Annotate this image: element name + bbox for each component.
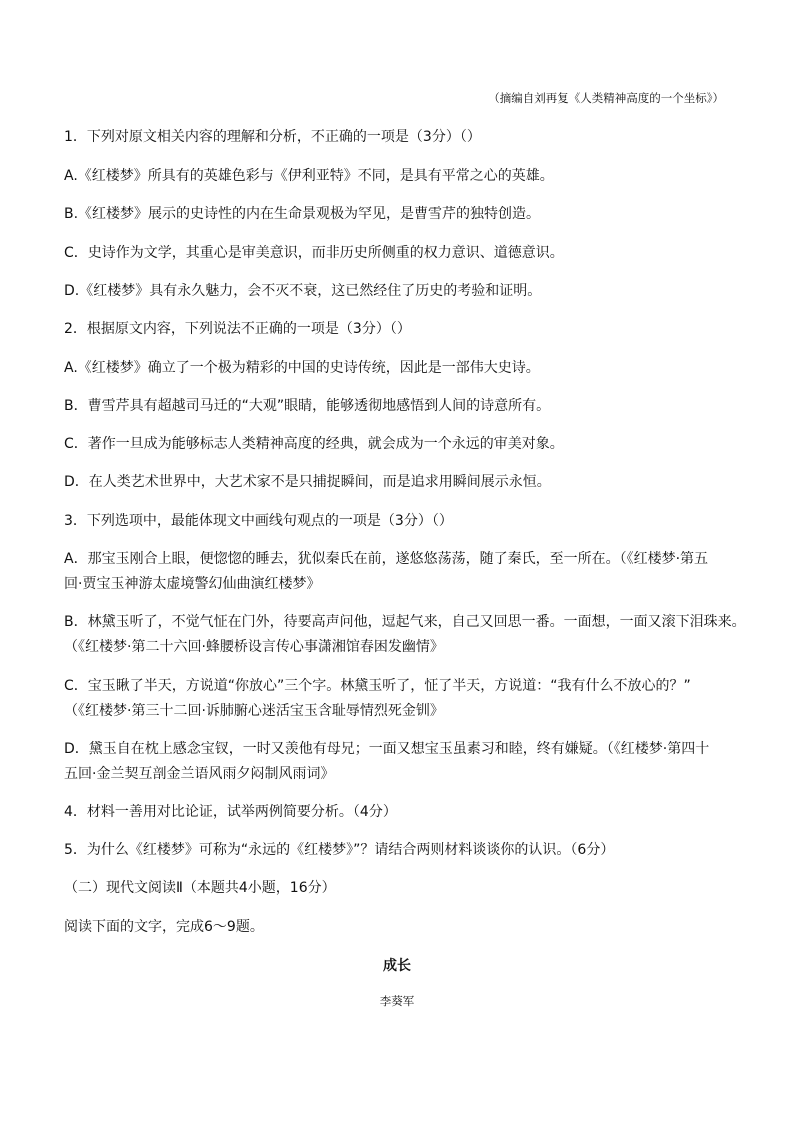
question-4: 4．材料一善用对比论证，试举两例简要分析。（4分）: [64, 804, 397, 820]
question-2-stem: 2．根据原文内容，下列说法不正确的一项是（3分）（）: [64, 321, 411, 337]
question-1-option-b: B.《红楼梦》展示的史诗性的内在生命景观极为罕见，是曹雪芹的独特创造。: [64, 206, 541, 222]
question-2-option-d: D．在人类艺术世界中，大艺术家不是只捕捉瞬间，而是追求用瞬间展示永恒。: [64, 474, 551, 490]
question-5: 5．为什么《红楼梦》可称为“永远的《红楼梦》”？请结合两则材料谈谈你的认识。（6分）: [64, 842, 615, 858]
article-title: 成长: [383, 958, 411, 974]
question-2-option-a: A.《红楼梦》确立了一个极为精彩的中国的史诗传统，因此是一部伟大史诗。: [64, 360, 540, 376]
question-1-option-a: A.《红楼梦》所具有的英雄色彩与《伊利亚特》不同，是具有平常之心的英雄。: [64, 168, 554, 184]
question-3-option-b-line-2: （《红楼梦·第二十六回·蜂腰桥设言传心事潇湘馆春困发幽情》: [64, 639, 444, 655]
question-2-option-c: C．著作一旦成为能够标志人类精神高度的经典，就会成为一个永远的审美对象。: [64, 436, 564, 452]
question-1-option-d: D.《红楼梦》具有永久魅力，会不灭不衰，这已然经住了历史的考验和证明。: [64, 283, 542, 299]
question-3-option-d-line-1: D．黛玉自在枕上感念宝钗，一时又羡他有母兄；一面又想宝玉虽素习和睦，终有嫌疑。（《红楼梦·第四十: [64, 741, 710, 757]
question-3-option-a-line-2: 回·贾宝玉神游太虚境警幻仙曲演红楼梦》: [64, 576, 321, 592]
question-2-option-b: B．曹雪芹具有超越司马迁的“大观”眼睛，能够透彻地感悟到人间的诗意所有。: [64, 398, 551, 414]
article-author: 李葵军: [379, 994, 415, 1008]
section-heading: （二）现代文阅读Ⅱ（本题共4小题，16分）: [64, 880, 336, 896]
question-3-option-c-line-1: C．宝玉瞅了半天，方说道“你放心”三个字。林黛玉听了，怔了半天，方说道：“我有什么不放心的？”: [64, 678, 691, 694]
question-3-option-b-line-1: B．林黛玉听了，不觉气怔在门外，待要高声问他，逗起气来，自己又回思一番。一面想，一面又滚下泪珠来。: [64, 614, 746, 630]
reading-instruction: 阅读下面的文字，完成6～9题。: [64, 919, 264, 935]
question-3-option-c-line-2: （《红楼梦·第三十二回·诉肺腑心迷活宝玉含耻辱情烈死金钏》: [64, 703, 444, 719]
question-1-stem: 1．下列对原文相关内容的理解和分析，不正确的一项是（3分）（）: [64, 129, 481, 145]
question-3-stem: 3．下列选项中，最能体现文中画线句观点的一项是（3分）（）: [64, 513, 453, 529]
question-3-option-a-line-1: A．那宝玉刚合上眼，便惚惚的睡去，犹似秦氏在前，遂悠悠荡荡，随了秦氏，至一所在。（《红楼梦·第五: [64, 551, 709, 567]
question-3-option-d-line-2: 五回·金兰契互剖金兰语风雨夕闷制风雨词》: [64, 766, 335, 782]
question-1-option-c: C．史诗作为文学，其重心是审美意识，而非历史所侧重的权力意识、道德意识。: [64, 245, 564, 261]
source-citation: （摘编自刘再复《人类精神高度的一个坐标》）: [488, 91, 724, 105]
